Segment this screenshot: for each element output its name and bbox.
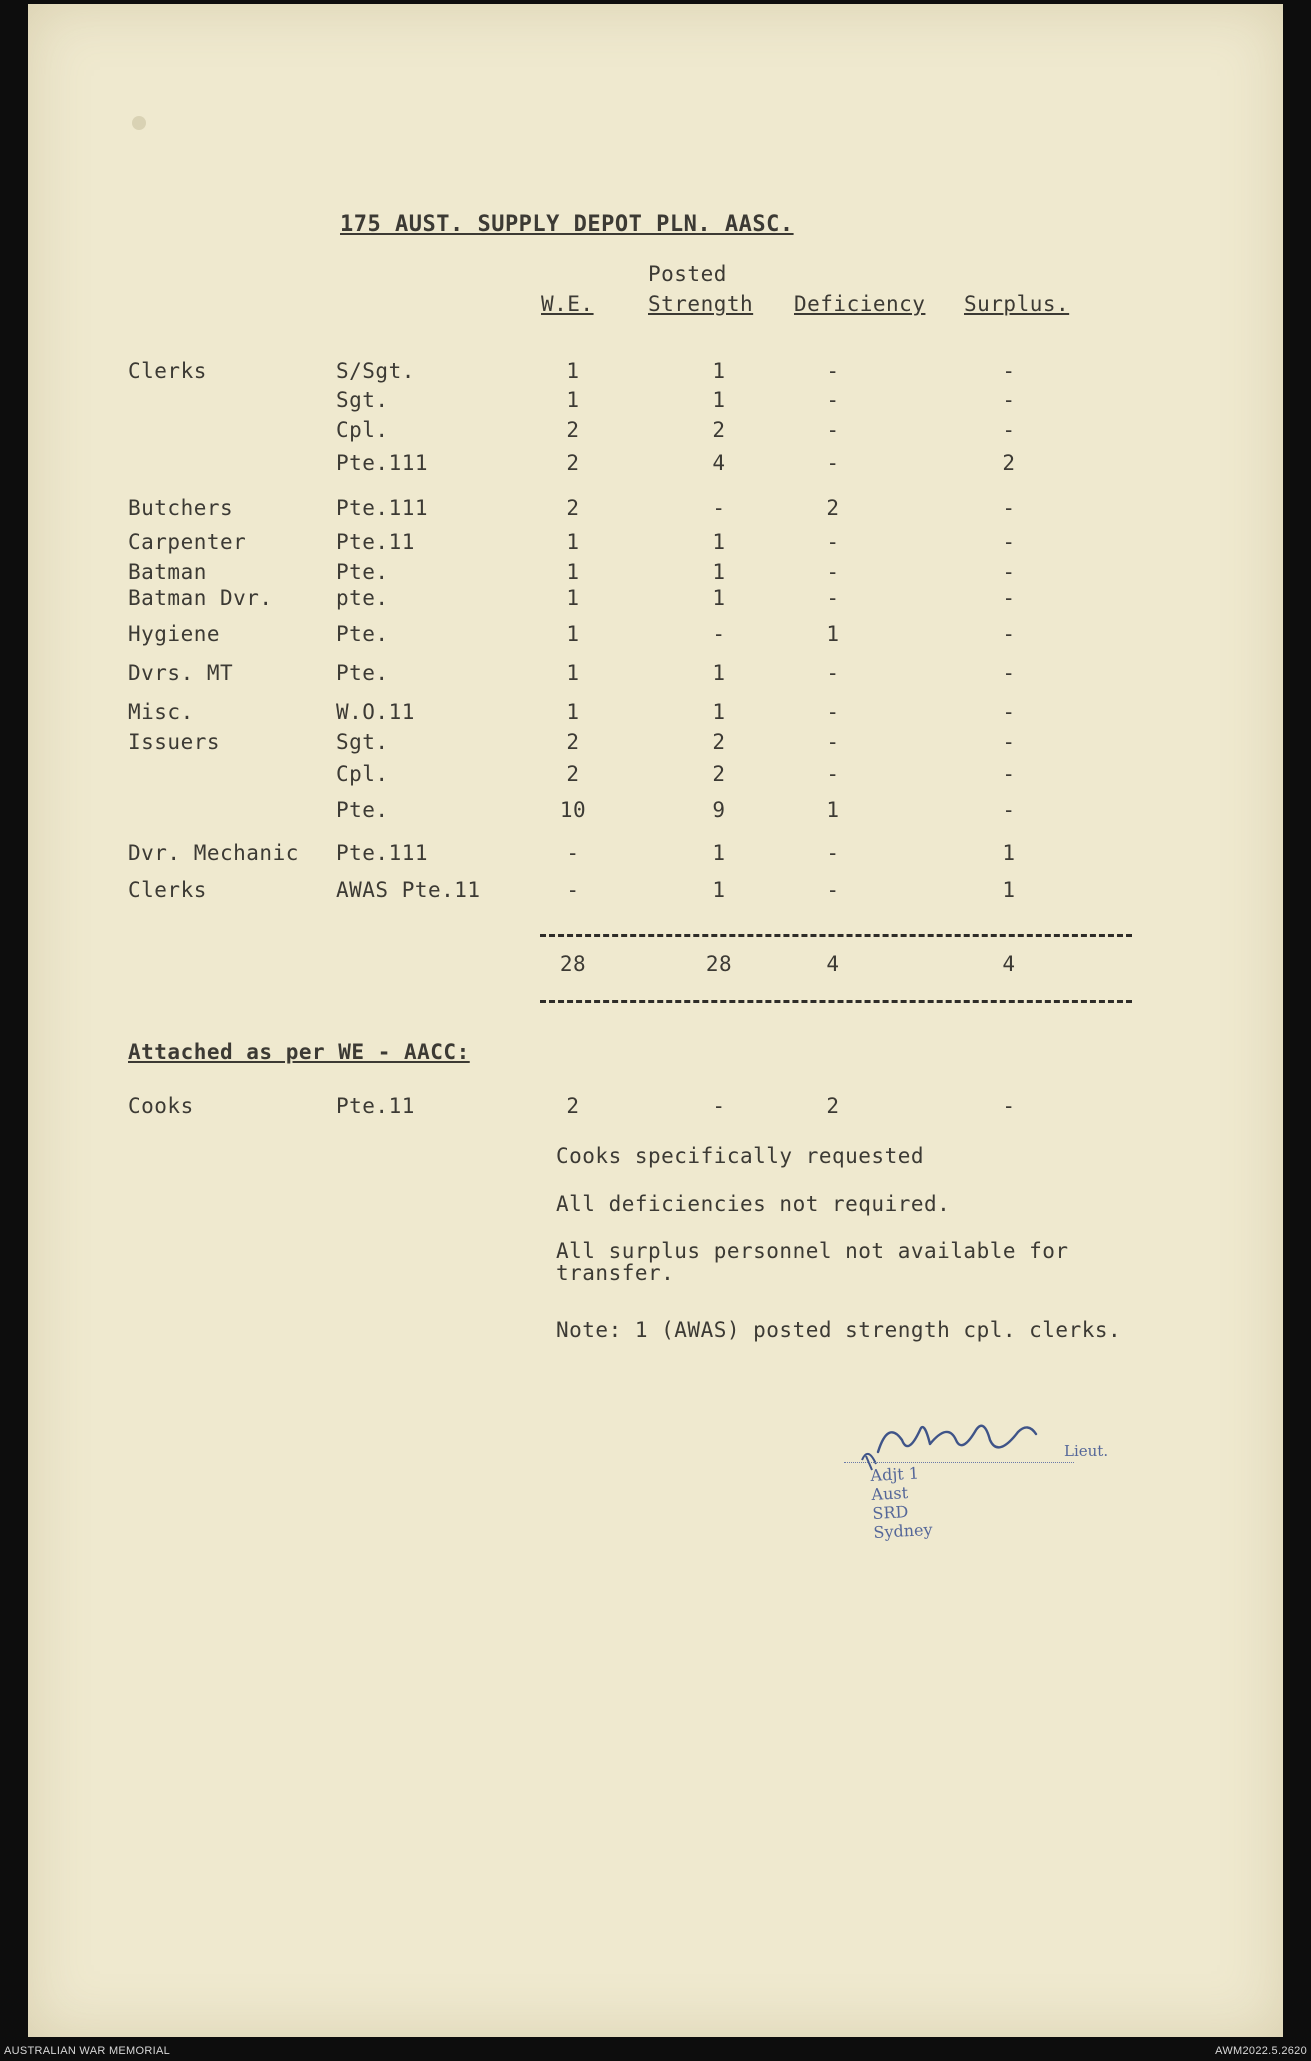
signature-title: Adjt 1 Aust SRD Sydney bbox=[870, 1463, 933, 1542]
note-cooks: Cooks specifically requested bbox=[556, 1144, 925, 1168]
row-surplus: 2 bbox=[1002, 451, 1016, 475]
row-deficiency: - bbox=[826, 586, 840, 610]
row-rank: S/Sgt. bbox=[336, 359, 415, 383]
row-posted: 1 bbox=[712, 530, 726, 554]
row-surplus: - bbox=[1002, 388, 1016, 412]
row-posted: 1 bbox=[712, 586, 726, 610]
row-deficiency: - bbox=[826, 418, 840, 442]
document-title: 175 AUST. SUPPLY DEPOT PLN. AASC. bbox=[340, 212, 794, 237]
row-we: 1 bbox=[566, 622, 580, 646]
row-surplus: - bbox=[1002, 762, 1016, 786]
signature-line bbox=[844, 1462, 1074, 1463]
row-posted: 2 bbox=[712, 418, 726, 442]
row-deficiency: - bbox=[826, 762, 840, 786]
row-rank: Sgt. bbox=[336, 388, 389, 412]
row-surplus: - bbox=[1002, 622, 1016, 646]
attached-deficiency: 2 bbox=[826, 1094, 840, 1118]
row-category: Clerks bbox=[128, 878, 207, 902]
row-category: Dvr. Mechanic bbox=[128, 841, 299, 865]
row-deficiency: - bbox=[826, 878, 840, 902]
row-rank: AWAS Pte.11 bbox=[336, 878, 481, 902]
row-deficiency: - bbox=[826, 530, 840, 554]
total-rule-top bbox=[540, 934, 1132, 937]
row-category: Butchers bbox=[128, 496, 234, 520]
row-rank: W.O.11 bbox=[336, 700, 415, 724]
row-posted: 4 bbox=[712, 451, 726, 475]
row-surplus: 1 bbox=[1002, 841, 1016, 865]
row-rank: pte. bbox=[336, 586, 389, 610]
row-category: Carpenter bbox=[128, 530, 247, 554]
row-category: Issuers bbox=[128, 730, 221, 754]
row-surplus: - bbox=[1002, 730, 1016, 754]
row-posted: 2 bbox=[712, 762, 726, 786]
attached-heading: Attached as per WE - AACC: bbox=[128, 1040, 470, 1064]
row-deficiency: - bbox=[826, 560, 840, 584]
row-deficiency: 1 bbox=[826, 622, 840, 646]
row-category: Batman Dvr. bbox=[128, 586, 273, 610]
row-we: 2 bbox=[566, 496, 580, 520]
header-posted-top: Posted bbox=[648, 262, 727, 286]
row-rank: Pte. bbox=[336, 661, 389, 685]
punch-mark bbox=[132, 116, 146, 130]
note-deficiencies: All deficiencies not required. bbox=[556, 1192, 951, 1216]
row-posted: 1 bbox=[712, 841, 726, 865]
document-page bbox=[28, 4, 1283, 2037]
row-posted: - bbox=[712, 496, 726, 520]
row-posted: 1 bbox=[712, 700, 726, 724]
row-rank: Pte.11 bbox=[336, 530, 415, 554]
note-awas: Note: 1 (AWAS) posted strength cpl. clerks. bbox=[556, 1318, 1122, 1342]
row-rank: Pte.111 bbox=[336, 496, 429, 520]
total-surplus: 4 bbox=[1002, 952, 1016, 976]
header-deficiency: Deficiency bbox=[794, 292, 926, 316]
row-we: 1 bbox=[566, 388, 580, 412]
row-we: 2 bbox=[566, 418, 580, 442]
row-we: 2 bbox=[566, 730, 580, 754]
row-surplus: - bbox=[1002, 359, 1016, 383]
attached-rank: Pte.11 bbox=[336, 1094, 415, 1118]
row-posted: 1 bbox=[712, 560, 726, 584]
row-category: Clerks bbox=[128, 359, 207, 383]
row-we: - bbox=[566, 841, 580, 865]
row-we: 2 bbox=[566, 451, 580, 475]
row-posted: 1 bbox=[712, 388, 726, 412]
row-surplus: - bbox=[1002, 586, 1016, 610]
header-surplus: Surplus. bbox=[964, 292, 1070, 316]
row-surplus: - bbox=[1002, 418, 1016, 442]
row-we: 1 bbox=[566, 359, 580, 383]
row-deficiency: - bbox=[826, 661, 840, 685]
row-rank: Pte.111 bbox=[336, 451, 429, 475]
row-we: 1 bbox=[566, 530, 580, 554]
row-rank: Pte. bbox=[336, 622, 389, 646]
row-rank: Cpl. bbox=[336, 762, 389, 786]
footer-left: AUSTRALIAN WAR MEMORIAL bbox=[4, 2045, 171, 2057]
attached-posted: - bbox=[712, 1094, 726, 1118]
attached-category: Cooks bbox=[128, 1094, 194, 1118]
row-rank: Pte. bbox=[336, 798, 389, 822]
row-deficiency: - bbox=[826, 730, 840, 754]
row-surplus: - bbox=[1002, 798, 1016, 822]
row-deficiency: 1 bbox=[826, 798, 840, 822]
row-surplus: - bbox=[1002, 661, 1016, 685]
row-category: Hygiene bbox=[128, 622, 221, 646]
row-deficiency: - bbox=[826, 359, 840, 383]
row-posted: 2 bbox=[712, 730, 726, 754]
row-surplus: - bbox=[1002, 560, 1016, 584]
row-surplus: 1 bbox=[1002, 878, 1016, 902]
row-we: 1 bbox=[566, 700, 580, 724]
row-surplus: - bbox=[1002, 700, 1016, 724]
attached-we: 2 bbox=[566, 1094, 580, 1118]
row-we: 1 bbox=[566, 586, 580, 610]
row-rank: Cpl. bbox=[336, 418, 389, 442]
row-rank: Sgt. bbox=[336, 730, 389, 754]
header-we: W.E. bbox=[541, 292, 594, 316]
row-posted: 1 bbox=[712, 661, 726, 685]
attached-surplus: - bbox=[1002, 1094, 1016, 1118]
footer-right: AWM2022.5.2620 bbox=[1215, 2045, 1307, 2057]
row-posted: - bbox=[712, 622, 726, 646]
row-we: 2 bbox=[566, 762, 580, 786]
row-deficiency: - bbox=[826, 841, 840, 865]
row-deficiency: - bbox=[826, 451, 840, 475]
row-category: Misc. bbox=[128, 700, 194, 724]
row-we: 10 bbox=[559, 798, 587, 822]
total-posted: 28 bbox=[705, 952, 733, 976]
row-deficiency: - bbox=[826, 388, 840, 412]
total-rule-bottom bbox=[540, 1000, 1132, 1003]
row-category: Batman bbox=[128, 560, 207, 584]
row-rank: Pte. bbox=[336, 560, 389, 584]
row-surplus: - bbox=[1002, 530, 1016, 554]
row-surplus: - bbox=[1002, 496, 1016, 520]
row-deficiency: 2 bbox=[826, 496, 840, 520]
row-we: 1 bbox=[566, 661, 580, 685]
header-posted-strength: Strength bbox=[648, 292, 754, 316]
row-we: - bbox=[566, 878, 580, 902]
row-deficiency: - bbox=[826, 700, 840, 724]
row-posted: 1 bbox=[712, 359, 726, 383]
total-deficiency: 4 bbox=[826, 952, 840, 976]
total-we: 28 bbox=[559, 952, 587, 976]
row-posted: 9 bbox=[712, 798, 726, 822]
row-rank: Pte.111 bbox=[336, 841, 429, 865]
row-we: 1 bbox=[566, 560, 580, 584]
row-category: Dvrs. MT bbox=[128, 661, 234, 685]
note-surplus: All surplus personnel not available for transfer. bbox=[556, 1239, 1069, 1285]
row-posted: 1 bbox=[712, 878, 726, 902]
signature-rank: Lieut. bbox=[1064, 1442, 1109, 1460]
